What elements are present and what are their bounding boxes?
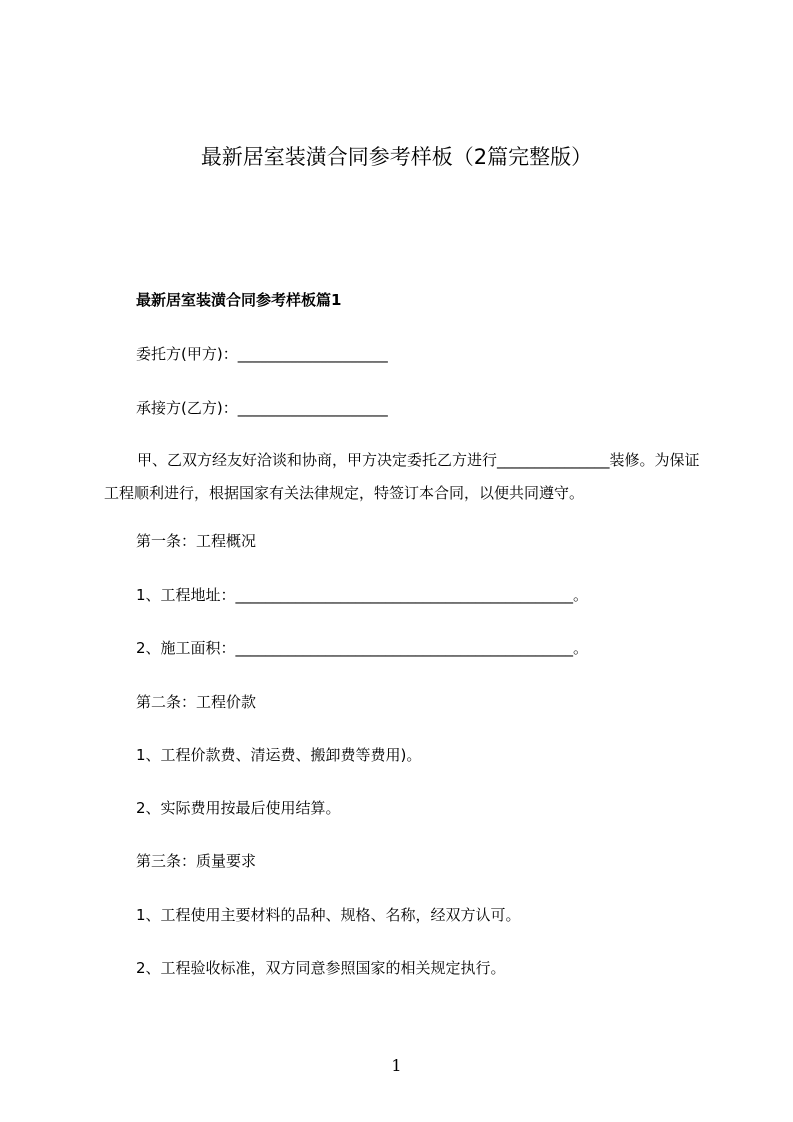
party-a-line: 委托方(甲方)：____________________ — [136, 345, 388, 363]
article-3-title: 第三条：质量要求 — [136, 852, 257, 870]
article-1-title: 第一条：工程概况 — [136, 532, 257, 550]
article-2-title: 第二条：工程价款 — [136, 693, 257, 711]
article-3-item-1: 1、工程使用主要材料的品种、规格、名称，经双方认可。 — [136, 906, 521, 924]
article-1-item-1: 1、工程地址：_____________________________________________。 — [136, 586, 589, 604]
article-3-item-2: 2、工程验收标准，双方同意参照国家的相关规定执行。 — [136, 959, 506, 977]
article-1-item-2: 2、施工面积：_____________________________________________。 — [136, 639, 589, 657]
page-number: 1 — [391, 1056, 402, 1075]
intro-paragraph: 甲、乙双方经友好洽谈和协商，甲方决定委托乙方进行_______________装修。为保证工程顺利进行，根据国家有关法律规定，特签订本合同，以便共同遵守。 — [104, 451, 700, 502]
section-heading: 最新居室装潢合同参考样板篇1 — [136, 291, 342, 309]
party-b-line: 承接方(乙方)：____________________ — [136, 399, 388, 417]
document-title: 最新居室装潢合同参考样板（2篇完整版） — [200, 145, 593, 169]
article-2-item-2: 2、实际费用按最后使用结算。 — [136, 799, 341, 817]
article-2-item-1: 1、工程价款费、清运费、搬卸费等费用)。 — [136, 746, 422, 764]
